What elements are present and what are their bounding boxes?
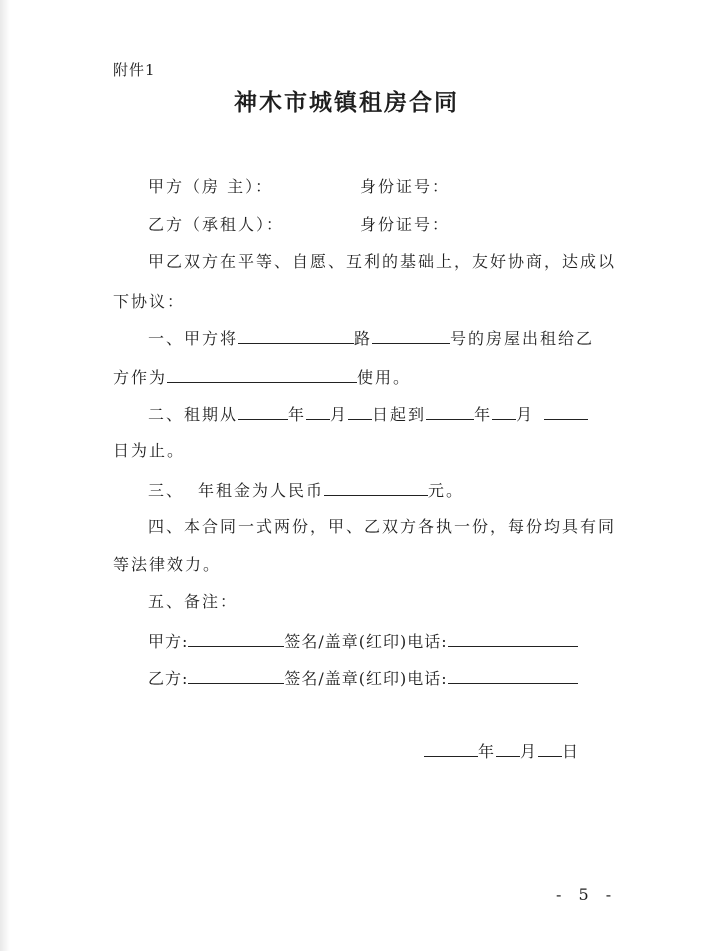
clause-1-text-c: 号的房屋出租给乙	[450, 329, 595, 348]
clause-1-line-2	[113, 367, 411, 388]
road-blank	[238, 328, 354, 344]
page-number: - 5 -	[556, 885, 618, 904]
number-blank	[372, 328, 450, 344]
clause-1-text-d: 方作为	[113, 368, 168, 387]
clause-4-line-2: 等法律效力。	[113, 555, 222, 574]
usage-blank	[167, 367, 357, 383]
sign-b-phone-blank	[448, 668, 578, 684]
start-year-blank	[238, 404, 288, 420]
date-year: 年	[478, 742, 497, 761]
clause-3-text-b: 年租金为人民币	[198, 481, 325, 500]
annex-label: 附件1	[113, 61, 156, 79]
clause-2-day-from: 日起到	[372, 405, 427, 424]
intro-line-1: 甲乙双方在平等、自愿、互利的基础上，友好协商，达成以	[148, 252, 617, 271]
start-day-blank	[348, 404, 372, 420]
party-b-id-label: 身份证号：	[360, 215, 451, 234]
sign-a-phone-blank	[448, 631, 578, 647]
end-month-blank	[492, 404, 516, 420]
clause-2-line-2: 日为止。	[113, 441, 186, 460]
party-b-label: 乙方（承租人）：	[148, 215, 285, 234]
clause-3-text-a: 三、	[148, 481, 185, 500]
rent-amount-blank	[324, 480, 428, 496]
date-day: 日	[562, 742, 581, 761]
clause-2-year-end: 年	[474, 405, 493, 424]
end-year-blank	[426, 404, 474, 420]
sign-b-party: 乙方:	[148, 669, 189, 688]
date-month: 月	[520, 742, 539, 761]
sign-a-party: 甲方:	[148, 632, 189, 651]
clause-1-line-1	[148, 328, 594, 349]
date-day-blank	[538, 741, 562, 757]
sign-b-name-blank	[188, 668, 284, 684]
end-day-blank	[544, 404, 588, 420]
clause-2-month-end: 月	[516, 405, 535, 424]
clause-2-year: 年	[288, 405, 307, 424]
sign-a-name-blank	[188, 631, 284, 647]
party-a-label: 甲方（房 主）：	[148, 177, 274, 196]
sign-b-sign-text: 签名/盖章(红印)电话:	[284, 669, 448, 688]
intro-line-2: 下协议：	[113, 292, 186, 311]
party-a-id-label: 身份证号：	[360, 177, 451, 196]
sign-line-a	[148, 631, 578, 652]
clause-3-line	[148, 480, 464, 501]
page-title: 神木市城镇租房合同	[234, 89, 459, 116]
clause-3-text-c: 元。	[428, 481, 465, 500]
date-line	[424, 741, 580, 762]
clause-1-text-e: 使用。	[357, 368, 412, 387]
clause-2-line-1	[148, 404, 588, 425]
clause-4-line-1: 四、本合同一式两份，甲、乙双方各执一份，每份均具有同	[148, 517, 617, 536]
scan-edge-shadow	[0, 0, 10, 951]
clause-5-label: 五、备注：	[148, 592, 239, 611]
sign-line-b	[148, 668, 578, 689]
date-year-blank	[424, 741, 478, 757]
date-month-blank	[496, 741, 520, 757]
clause-1-text-b: 路	[354, 329, 373, 348]
clause-2-text-a: 二、租期从	[148, 405, 239, 424]
clause-2-month: 月	[330, 405, 349, 424]
sign-a-sign-text: 签名/盖章(红印)电话:	[284, 632, 448, 651]
start-month-blank	[306, 404, 330, 420]
clause-1-text-a: 一、甲方将	[148, 329, 239, 348]
